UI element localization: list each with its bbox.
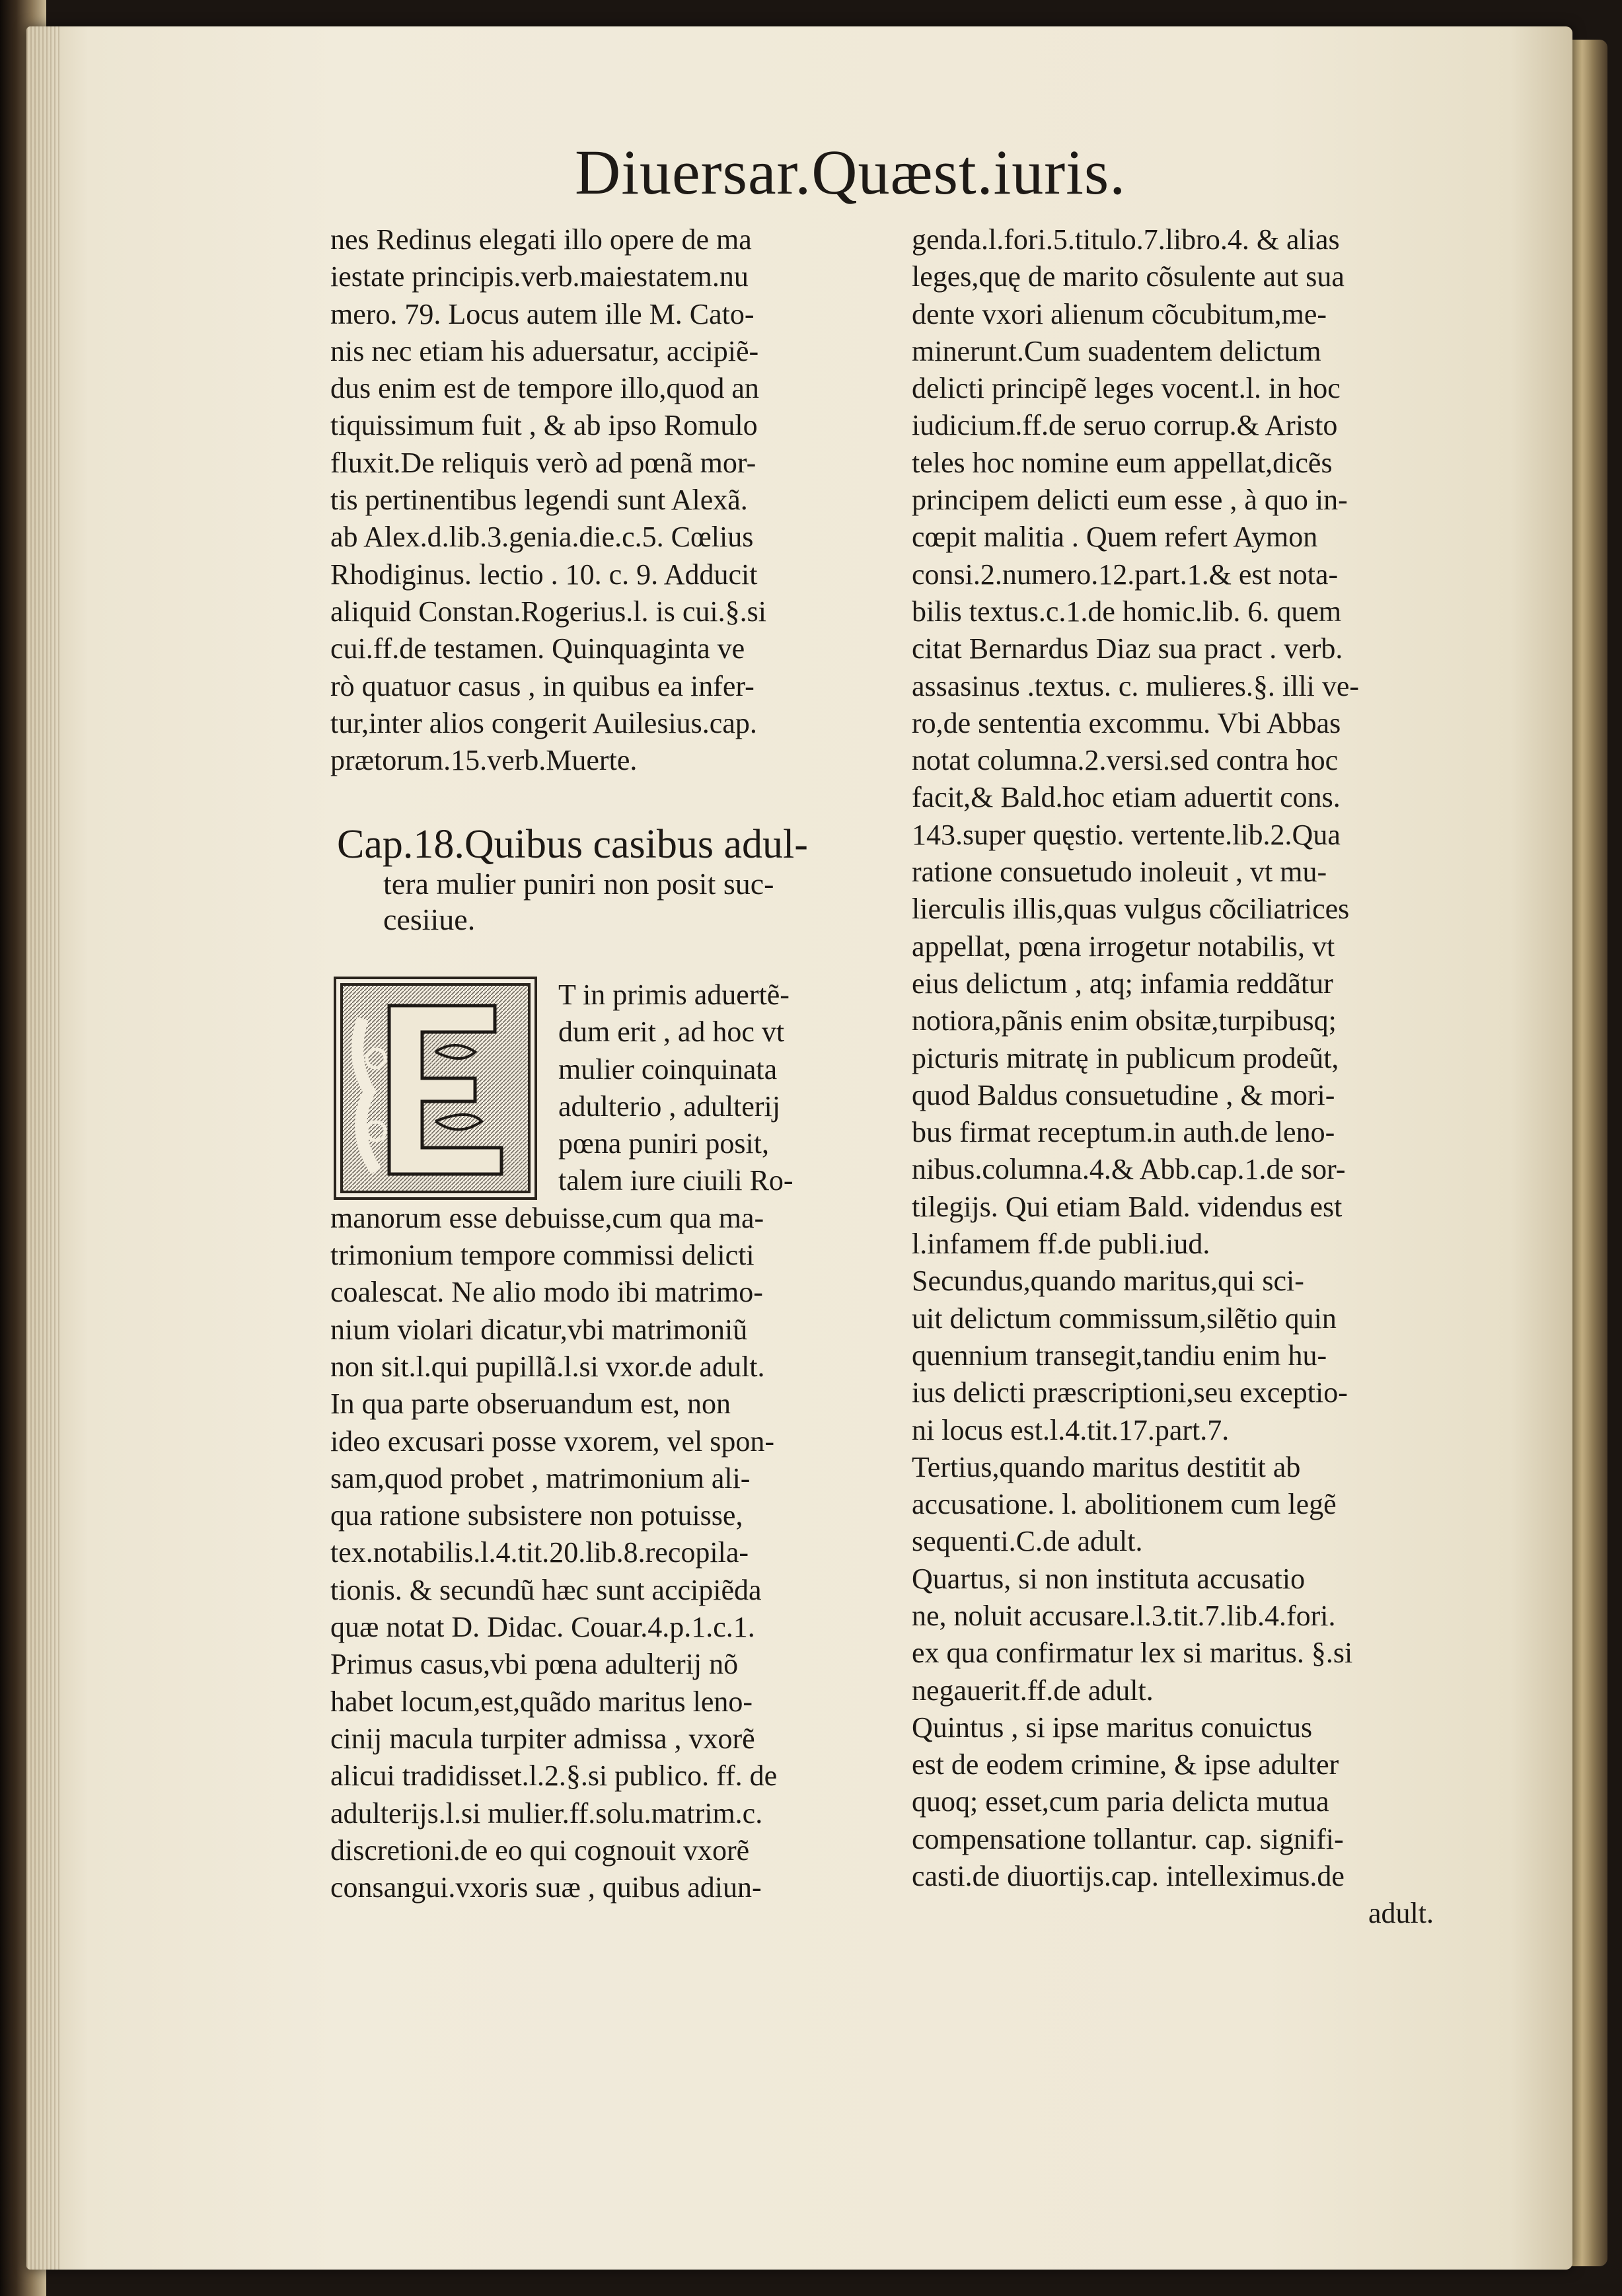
text-line: In qua parte obseruandum est, non (330, 1388, 731, 1421)
text-line: aliquid Constan.Rogerius.l. is cui.§.si (330, 595, 766, 628)
text-line: consi.2.numero.12.part.1.& est nota- (912, 558, 1339, 591)
page-edge (1571, 40, 1607, 2266)
text-line: bilis textus.c.1.de homic.lib. 6. quem (912, 595, 1342, 628)
text-line: pœna puniri posit, (558, 1127, 769, 1160)
text-line: tis pertinentibus legendi sunt Alexã. (330, 484, 748, 517)
text-line: nibus.columna.4.& Abb.cap.1.de sor- (912, 1153, 1346, 1186)
text-line: picturis mitratę in publicum prodeũt, (912, 1041, 1339, 1074)
text-line: adulterio , adulterij (558, 1090, 780, 1123)
text-line: Primus casus,vbi pœna adulterij nõ (330, 1648, 739, 1681)
text-line: nis nec etiam his aduersatur, accipiẽ- (330, 334, 759, 367)
text-line: principem delicti eum esse , à quo in- (912, 484, 1348, 517)
text-line: mulier coinquinata (558, 1053, 778, 1086)
text-line: est de eodem crimine, & ipse adulter (912, 1748, 1339, 1781)
text-line: negauerit.ff.de adult. (912, 1674, 1154, 1707)
text-line: adulterijs.l.si mulier.ff.solu.matrim.c. (330, 1796, 763, 1830)
text-line: quæ notat D. Didac. Couar.4.p.1.c.1. (330, 1611, 755, 1644)
text-line: ab Alex.d.lib.3.genia.die.c.5. Cœlius (330, 521, 754, 554)
text-line: leges,quę de marito cõsulente aut sua (912, 260, 1345, 293)
text-line: notat columna.2.versi.sed contra hoc (912, 744, 1339, 777)
text-line: manorum esse debuisse,cum qua ma- (330, 1201, 764, 1234)
text-line: quod Baldus consuetudine , & mori- (912, 1078, 1335, 1111)
text-line: sam,quod probet , matrimonium ali- (330, 1462, 751, 1495)
text-line: ni locus est.l.4.tit.17.part.7. (912, 1413, 1230, 1446)
text-line: dente vxori alienum cõcubitum,me- (912, 297, 1327, 330)
text-line: ratione consuetudo inoleuit , vt mu- (912, 856, 1327, 889)
text-line: tionis. & secundũ hæc sunt accipiẽda (330, 1573, 762, 1606)
text-line: discretioni.de eo qui cognouit vxorẽ (330, 1833, 750, 1867)
text-line: genda.l.fori.5.titulo.7.libro.4. & alias (912, 223, 1340, 256)
text-line: accusatione. l. abolitionem cum legẽ (912, 1488, 1337, 1521)
chapter-subtitle-line: tera mulier puniri non posit suc- (383, 867, 774, 901)
text-line: citat Bernardus Diaz sua pract . verb. (912, 632, 1343, 665)
text-line: nes Redinus elegati illo opere de ma (330, 223, 752, 256)
text-line: fluxit.De reliquis verò ad pœnã mor- (330, 446, 756, 479)
text-line: Rhodiginus. lectio . 10. c. 9. Adducit (330, 558, 758, 591)
text-line: trimonium tempore commissi delicti (330, 1239, 755, 1272)
text-line: iudicium.ff.de seruo corrup.& Aristo (912, 409, 1338, 442)
text-line: appellat, pœna irrogetur notabilis, vt (912, 930, 1335, 963)
text-line: ius delicti præscriptioni,seu exceptio- (912, 1376, 1348, 1409)
text-line: teles hoc nomine eum appellat,dicẽs (912, 446, 1333, 479)
text-line: dum erit , ad hoc vt (558, 1016, 785, 1049)
text-line: habet locum,est,quãdo maritus leno- (330, 1685, 753, 1718)
text-line: uit delictum commissum,silẽtio quin (912, 1302, 1337, 1335)
text-line: 143.super quęstio. vertente.lib.2.Qua (912, 818, 1341, 851)
text-line: ex qua confirmatur lex si maritus. §.si (912, 1637, 1353, 1670)
text-line: quennium transegit,tandiu enim hu- (912, 1339, 1327, 1372)
text-line: ideo excusari posse vxorem, vel spon- (330, 1425, 775, 1458)
text-line: nium violari dicatur,vbi matrimoniũ (330, 1313, 748, 1346)
text-line: cui.ff.de testamen. Quinquaginta ve (330, 632, 745, 665)
text-line: iestate principis.verb.maiestatem.nu (330, 260, 749, 293)
text-line: T in primis aduertẽ- (558, 979, 790, 1011)
text-line: qua ratione subsistere non potuisse, (330, 1499, 743, 1532)
text-line: bus firmat receptum.in auth.de leno- (912, 1116, 1335, 1149)
text-line: non sit.l.qui pupillã.l.si vxor.de adult. (330, 1350, 765, 1383)
running-head: Diuersar.Quæst.iuris. (575, 137, 1126, 207)
text-line: eius delictum , atq; infamia reddãtur (912, 967, 1333, 1000)
text-line: minerunt.Cum suadentem delictum (912, 334, 1321, 367)
text-line: compensatione tollantur. cap. signifi- (912, 1822, 1344, 1855)
text-line: casti.de diuortijs.cap. intelleximus.de (912, 1860, 1345, 1893)
page-gutter (26, 26, 59, 2270)
text-line: cœpit malitia . Quem refert Aymon (912, 521, 1318, 554)
text-line: Quintus , si ipse maritus conuictus (912, 1711, 1313, 1744)
text-line: ro,de sententia excommu. Vbi Abbas (912, 706, 1341, 739)
chapter-heading (337, 823, 872, 938)
text-line: rò quatuor casus , in quibus ea infer- (330, 669, 755, 702)
text-line: tiquissimum fuit , & ab ipso Romulo (330, 409, 758, 442)
text-line: tilegijs. Qui etiam Bald. videndus est (912, 1190, 1343, 1223)
text-line: facit,& Bald.hoc etiam aduertit cons. (912, 781, 1341, 814)
text-line: notiora,pãnis enim obsitæ,turpibusq; (912, 1004, 1337, 1037)
text-line: Quartus, si non instituta accusatio (912, 1562, 1306, 1595)
text-line: alicui tradidisset.l.2.§.si publico. ff. de (330, 1759, 778, 1793)
text-line: prætorum.15.verb.Muerte. (330, 744, 638, 777)
text-line: mero. 79. Locus autem ille M. Cato- (330, 297, 755, 330)
right-column (912, 221, 1434, 1933)
text-line: sequenti.C.de adult. (912, 1525, 1143, 1558)
text-line: Tertius,quando maritus destitit ab (912, 1450, 1301, 1483)
text-line: talem iure ciuili Ro- (558, 1164, 793, 1197)
text-line: l.infamem ff.de publi.iud. (912, 1228, 1210, 1261)
left-column-body (330, 977, 872, 1906)
text-line: delicti principẽ leges vocent.l. in hoc (912, 372, 1341, 405)
left-column-top (330, 221, 872, 779)
text-line: dus enim est de tempore illo,quod an (330, 372, 759, 405)
text-line: coalescat. Ne alio modo ibi matrimo- (330, 1276, 763, 1309)
text-line: tex.notabilis.l.4.tit.20.lib.8.recopila- (330, 1536, 749, 1569)
text-line: cinij macula turpiter admissa , vxorẽ (330, 1722, 755, 1755)
text-line: Secundus,quando maritus,qui sci- (912, 1265, 1304, 1298)
text-line: consangui.vxoris suæ , quibus adiun- (330, 1871, 762, 1904)
text-line: tur,inter alios congerit Auilesius.cap. (330, 706, 757, 739)
chapter-subtitle-line: cesiiue. (383, 903, 476, 936)
text-line: lierculis illis,quas vulgus cõciliatrices (912, 893, 1350, 926)
text-line: quoq; esset,cum paria delicta mutua (912, 1785, 1329, 1818)
text-line: assasinus .textus. c. mulieres.§. illi ve- (912, 669, 1359, 702)
text-line: ne, noluit accusare.l.3.tit.7.lib.4.fori. (912, 1599, 1336, 1632)
text-line: adult. (1368, 1897, 1434, 1930)
chapter-title: Cap.18.Quibus casibus adul- (337, 822, 808, 867)
